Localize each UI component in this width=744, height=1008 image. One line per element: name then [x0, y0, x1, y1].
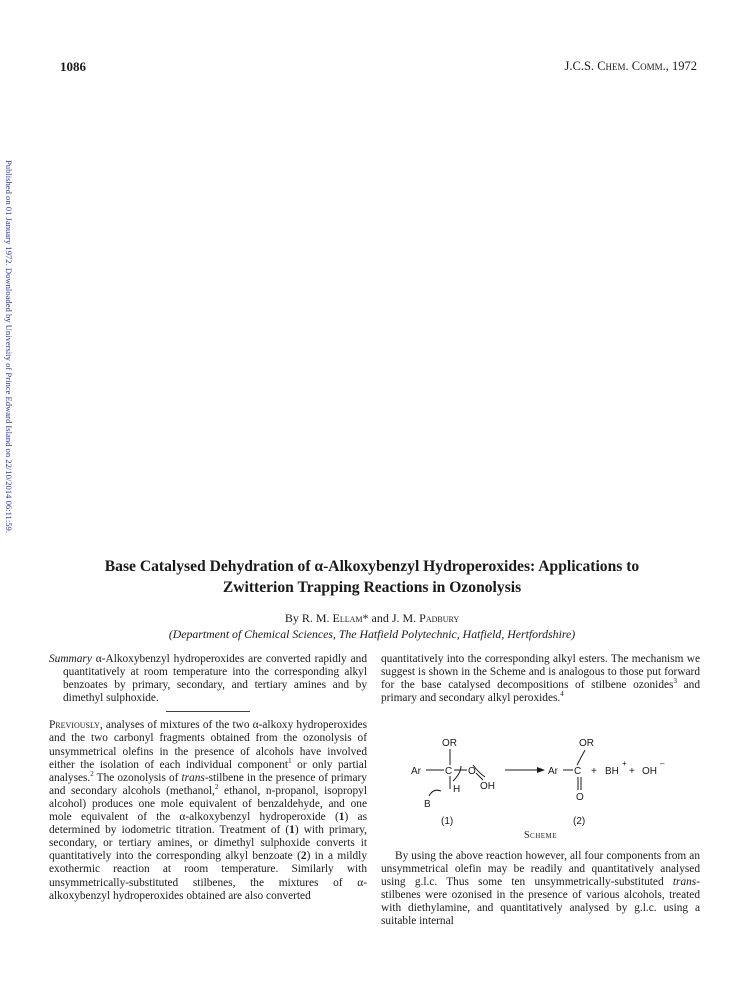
- text-run: By using the above reaction however, all four components from an unsymmetrical olefin may be readily and quantitatively analysed using g.l.c. Thus some ten unsymmetrically-substituted: [381, 850, 700, 889]
- scheme-o-left: O: [468, 766, 476, 777]
- affiliation: (Department of Chemical Sciences, The Hatfield Polytechnic, Hatfield, Hertfordshire): [168, 627, 576, 641]
- scheme-bh-charge: +: [622, 759, 627, 768]
- right-column-top: [381, 653, 700, 705]
- paragraph-lead: Previously: [49, 719, 100, 732]
- author-and: * and J. M.: [362, 611, 420, 625]
- italic-text: trans: [672, 876, 697, 889]
- scheme-o-right: O: [576, 792, 584, 803]
- reference-mark: 2: [90, 769, 94, 778]
- left-column: [49, 653, 367, 903]
- body-paragraph-2: [381, 653, 700, 705]
- reference-mark: 2: [214, 783, 219, 792]
- scheme-h: H: [453, 784, 461, 795]
- text-run: ) as determined by iodometric titration. Treatment of (: [49, 811, 367, 837]
- reference-mark: 3: [673, 677, 677, 686]
- scheme-ar-right: Ar: [548, 766, 558, 777]
- section-divider: [166, 711, 250, 712]
- journal-year: , 1972: [665, 59, 697, 73]
- author-2: Padbury: [419, 611, 460, 625]
- scheme-label-1: (1): [441, 816, 454, 827]
- compound-number: 2: [300, 850, 307, 863]
- scheme-c-left: C: [445, 766, 453, 777]
- text-run: ) with primary, secondary, or tertiary amines, or dimethyl sulphoxide converts it quantitatively into the corresponding alkyl benzoate (: [49, 824, 367, 863]
- watermark-text: Published on 01 January 1972. Downloaded by University of Prince Edward Island on 22/10/2014 06:11:59.: [4, 160, 14, 533]
- scheme-b: B: [424, 799, 431, 810]
- journal-name: Chem. Comm.: [597, 59, 666, 73]
- summary-label: Summary: [49, 653, 92, 665]
- text-run: and primary and secondary alkyl peroxides.: [381, 679, 701, 705]
- text-run: or only partial analyses.: [49, 758, 367, 784]
- text-run: quantitatively into the corresponding alkyl esters. The mechanism we suggest is shown in the Scheme and is analogous to those put forward for the base catalysed decompositions of stilbene ozonides: [381, 653, 700, 692]
- scheme-caption: Scheme: [523, 830, 558, 841]
- scheme-plus-2: +: [629, 766, 635, 777]
- text-run: ) in a mildly exothermic reaction at room temperature. Similarly with unsymmetrically-substituted stilbenes, the mixtures of α-alkoxybenzyl hydroperoxides obtained are also converted: [49, 850, 367, 902]
- reference-mark: 1: [288, 756, 292, 765]
- scheme-or-right: OR: [579, 738, 594, 749]
- scheme-label-2: (2): [573, 816, 586, 827]
- bond-line: [476, 773, 483, 780]
- scheme-oh: OH: [480, 781, 495, 792]
- right-column-bottom: [381, 850, 700, 929]
- reaction-arrowhead: [537, 767, 545, 773]
- italic-text: trans: [181, 771, 205, 784]
- scheme-ar-left: Ar: [411, 766, 421, 777]
- scheme-oh-minus: OH: [642, 766, 657, 777]
- article-title: [40, 556, 704, 598]
- electron-arrow: [429, 790, 441, 796]
- reference-mark: 4: [560, 690, 564, 699]
- summary: [49, 653, 367, 705]
- text-run: The ozonolysis of: [93, 771, 182, 784]
- journal-prefix: J.C.S.: [564, 59, 598, 73]
- text-run: -stilbene in the presence of primary and secondary alcohols (methanol,: [49, 771, 367, 797]
- compound-number: 1: [289, 824, 295, 837]
- compound-number: 1: [338, 811, 345, 824]
- electron-arrow: [453, 766, 461, 781]
- author-line: [40, 611, 704, 626]
- text-run: ethanol, n-propanol, isopropyl alcohol) produces one mole equivalent of benzaldehyde, and one mole equivalent of the α-alkoxybenzyl hydroperoxide (: [49, 784, 368, 824]
- title-line-2: Zwitterion Trapping Reactions in Ozonolysis: [222, 579, 522, 596]
- text-run: -stilbenes were ozonised in the presence of various alcohols, treated with diethylamine, and quantitatively analysed by g.l.c. using a suitable internal: [381, 876, 700, 928]
- scheme-oh-charge: –: [660, 759, 665, 768]
- author-1: Ellam: [332, 611, 363, 625]
- download-watermark: [2, 160, 16, 620]
- author-by: By R. M.: [284, 611, 333, 625]
- body-paragraph-3: [381, 850, 700, 929]
- scheme-bh: BH: [605, 766, 619, 777]
- page-number: 1086: [60, 59, 86, 74]
- scheme-plus-1: +: [591, 766, 597, 777]
- body-paragraph-1: [49, 719, 367, 902]
- text-run: , analyses of mixtures of the two α-alkoxy hydroperoxides and the two carbonyl fragments obtained from the ozonolysis of unsymmetrical olefins in the presence of alcohols have involved either the isolation of each individual component: [49, 719, 367, 771]
- title-line-1: Base Catalysed Dehydration of α-Alkoxybenzyl Hydroperoxides: Applications to: [104, 558, 640, 575]
- scheme-or-left: OR: [442, 738, 457, 749]
- scheme-c-right: C: [574, 766, 582, 777]
- bond-line: [577, 750, 585, 765]
- journal-header: [565, 59, 697, 74]
- summary-text: α-Alkoxybenzyl hydroperoxides are converted rapidly and quantitatively at room temperature into the corresponding alkyl benzoates by primary, secondary, and tertiary amines and by dimethyl sulphoxide.: [63, 653, 367, 705]
